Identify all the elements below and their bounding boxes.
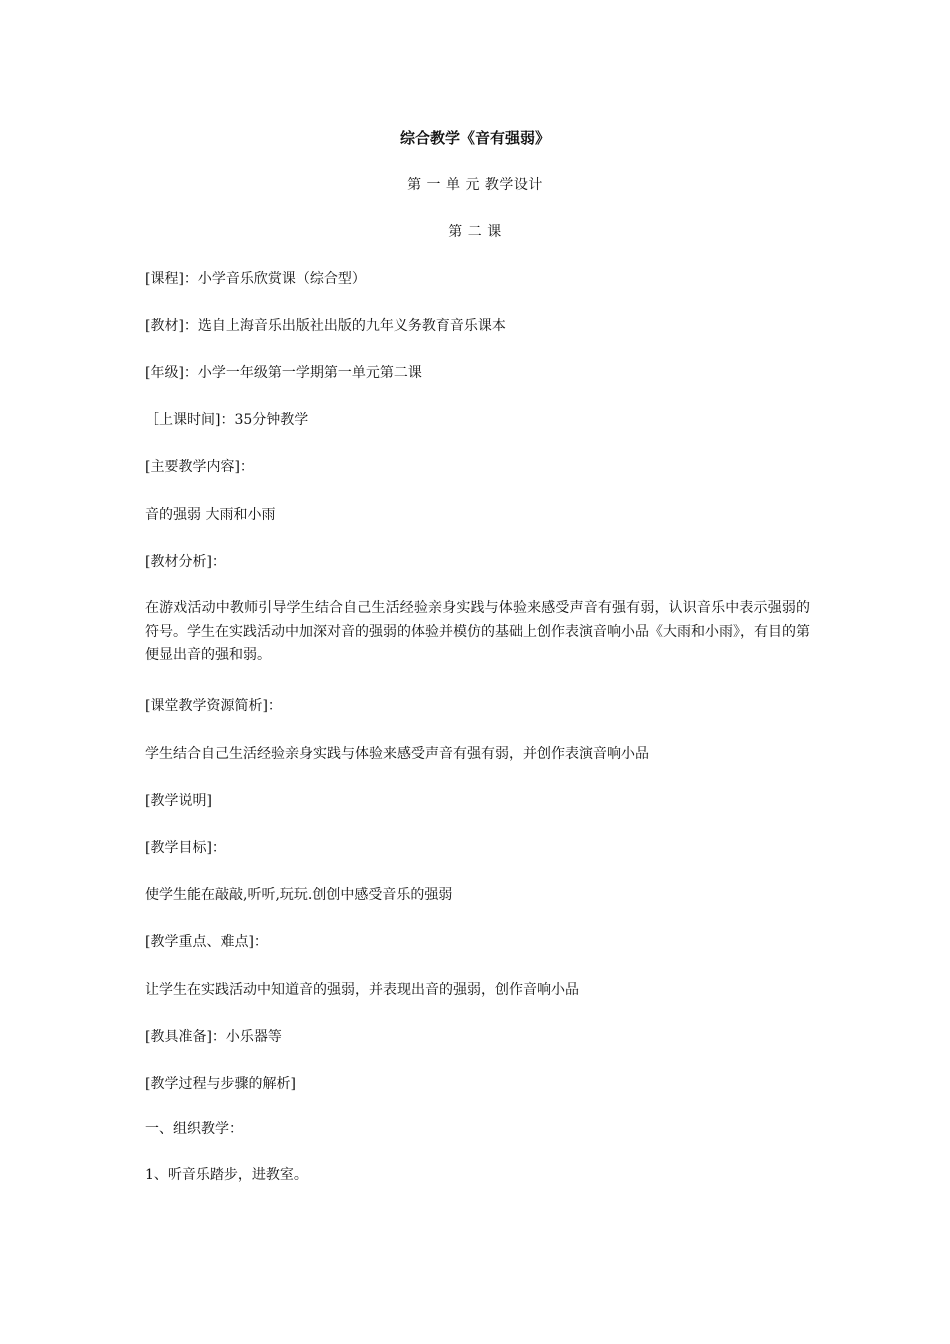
tools-line: [教具准备]：小乐器等 — [145, 1029, 282, 1045]
textbook-line: [教材]：选自上海音乐出版社出版的九年义务教育音乐课本 — [145, 318, 506, 334]
lesson-heading: 第 二 课 — [448, 224, 502, 240]
key-points-text: 让学生在实践活动中知道音的强弱，并表现出音的强弱，创作音响小品 — [145, 982, 579, 998]
analysis-paragraph: 在游戏活动中教师引导学生结合自己生活经验亲身实践与体验来感受声音有强有弱，认识音乐中表示强弱的符号。学生在实践活动中加深对音的强弱的体验并模仿的基础上创作表演音响小品《大雨和小雨》，有目的第便显出音的强和弱。 — [145, 600, 810, 663]
grade-line: [年级]：小学一年级第一学期第一单元第二课 — [145, 365, 422, 381]
resources-heading: [课堂教学资源简析]： — [145, 698, 282, 714]
class-time-line: ［上课时间]：35分钟教学 — [145, 412, 309, 428]
goals-text: 使学生能在敲敲,听听,玩玩.创创中感受音乐的强弱 — [145, 887, 453, 903]
unit-heading: 第 一 单 元 教学设计 — [407, 177, 543, 193]
resources-text: 学生结合自己生活经验亲身实践与体验来感受声音有强有弱，并创作表演音响小品 — [145, 746, 649, 762]
main-content-heading: [主要教学内容]： — [145, 459, 254, 475]
step-one-heading: 一、组织教学： — [145, 1121, 243, 1137]
goals-heading: [教学目标]： — [145, 840, 226, 856]
course-line: [课程]：小学音乐欣赏课（综合型） — [145, 271, 366, 287]
explanation-heading: [教学说明] — [145, 793, 212, 809]
main-content-text: 音的强弱 大雨和小雨 — [145, 507, 276, 523]
document-title: 综合教学《音有强弱》 — [399, 129, 550, 147]
step-one-item: 1、听音乐踏步，进教室。 — [145, 1167, 308, 1183]
process-heading: [教学过程与步骤的解析] — [145, 1076, 296, 1092]
analysis-heading: [教材分析]： — [145, 554, 226, 570]
key-points-heading: [教学重点、难点]： — [145, 934, 268, 950]
